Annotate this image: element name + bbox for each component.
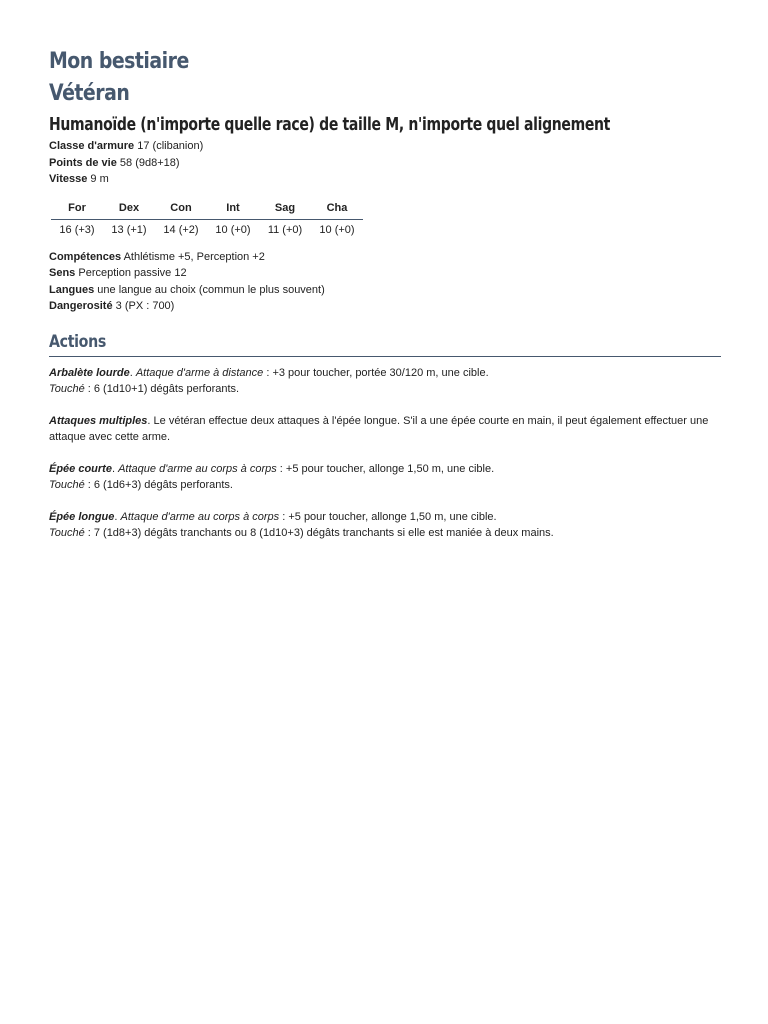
speed-line xyxy=(49,171,721,188)
action-name-separator: . xyxy=(147,414,154,427)
senses-label: Sens xyxy=(49,267,76,279)
languages-label: Langues xyxy=(49,283,95,296)
ability-header-str: For xyxy=(51,200,103,220)
action-heavy-crossbow xyxy=(49,365,721,398)
action-attack-type: Attaque d'arme au corps à corps xyxy=(120,510,280,523)
ability-header-int: Int xyxy=(207,200,259,220)
actions-heading xyxy=(49,331,721,353)
site-title: Mon bestiaire xyxy=(49,49,189,74)
skills-line xyxy=(49,249,721,266)
senses-line xyxy=(49,265,721,282)
action-description xyxy=(49,365,721,382)
ability-header-dex: Dex xyxy=(103,200,155,220)
ability-value-dex: 13 (+1) xyxy=(111,224,147,236)
action-hit-line xyxy=(49,477,721,494)
action-text: Le vétéran effectue deux attaques à l'épée longue. S'il a une épée courte en main, il peut également effectuer une attaque avec cette arme. xyxy=(49,414,709,443)
armor-class-label: Classe d'armure xyxy=(49,140,135,152)
action-hit-line xyxy=(49,525,721,542)
ability-scores-table xyxy=(51,200,363,239)
action-name: Épée courte xyxy=(49,462,112,475)
languages-value: une langue au choix (commun le plus souvent) xyxy=(97,283,325,296)
actions-divider xyxy=(49,356,721,357)
core-stats xyxy=(49,138,721,188)
action-hit-text: : 6 (1d6+3) dégâts perforants. xyxy=(84,479,233,491)
challenge-value: 3 (PX : 700) xyxy=(115,300,175,312)
hit-points-value: 58 (9d8+18) xyxy=(119,156,180,169)
ability-value-wis: 11 (+0) xyxy=(267,224,303,236)
action-hit-label: Touché xyxy=(49,527,85,539)
action-shortsword xyxy=(49,461,721,494)
action-text: : +5 pour toucher, allonge 1,50 m, une cible. xyxy=(276,462,495,475)
action-hit-label: Touché xyxy=(49,479,85,491)
ability-header-con: Con xyxy=(155,200,207,220)
action-name-separator: . xyxy=(111,462,119,475)
action-name-separator: . xyxy=(129,366,136,379)
ability-header-cha: Cha xyxy=(311,200,363,220)
action-name: Attaques multiples xyxy=(49,414,148,427)
skills-label: Compétences xyxy=(49,250,122,263)
ability-value-cha: 10 (+0) xyxy=(319,224,355,236)
actions-list xyxy=(49,365,721,542)
action-hit-text: : 7 (1d8+3) dégâts tranchants ou 8 (1d10+3) dégâts tranchants si elle est maniée à deux mains. xyxy=(84,527,554,539)
challenge-label: Dangerosité xyxy=(49,300,113,312)
action-attack-type: Attaque d'arme à distance xyxy=(135,366,264,379)
action-hit-text: : 6 (1d10+1) dégâts perforants. xyxy=(84,383,240,395)
hit-points-line xyxy=(49,155,721,172)
action-description xyxy=(49,461,721,478)
actions-heading-text: Actions xyxy=(49,331,106,351)
speed-value: 9 m xyxy=(90,173,109,185)
speed-label: Vitesse xyxy=(49,173,88,185)
action-hit-line xyxy=(49,381,721,398)
action-name: Épée longue xyxy=(49,510,115,523)
action-name: Arbalète lourde xyxy=(49,366,130,379)
armor-class-line xyxy=(49,138,721,155)
action-text: : +5 pour toucher, allonge 1,50 m, une cible. xyxy=(279,510,497,523)
ability-value-row xyxy=(51,220,363,239)
ability-value-con: 14 (+2) xyxy=(163,224,199,236)
action-hit-label: Touché xyxy=(49,383,85,395)
action-name-separator: . xyxy=(114,510,121,523)
ability-value-int: 10 (+0) xyxy=(215,224,251,236)
monster-type-line: Humanoïde (n'importe quelle race) de taille M, n'importe quel alignement xyxy=(49,115,611,135)
action-description xyxy=(49,509,721,526)
action-description xyxy=(49,413,721,446)
armor-class-value: 17 (clibanion) xyxy=(137,140,204,152)
action-attack-type: Attaque d'arme au corps à corps xyxy=(118,462,277,475)
action-longsword xyxy=(49,509,721,542)
secondary-stats xyxy=(49,249,721,315)
action-text: : +3 pour toucher, portée 30/120 m, une cible. xyxy=(263,366,489,379)
challenge-line xyxy=(49,298,721,315)
skills-value: Athlétisme +5, Perception +2 xyxy=(123,250,265,263)
languages-line xyxy=(49,282,721,299)
ability-header-wis: Sag xyxy=(259,200,311,220)
ability-value-str: 16 (+3) xyxy=(59,224,95,236)
action-multiattack xyxy=(49,413,721,446)
hit-points-label: Points de vie xyxy=(49,156,117,169)
ability-header-row xyxy=(51,200,363,220)
monster-name: Vétéran xyxy=(49,81,130,106)
senses-value: Perception passive 12 xyxy=(78,267,187,279)
